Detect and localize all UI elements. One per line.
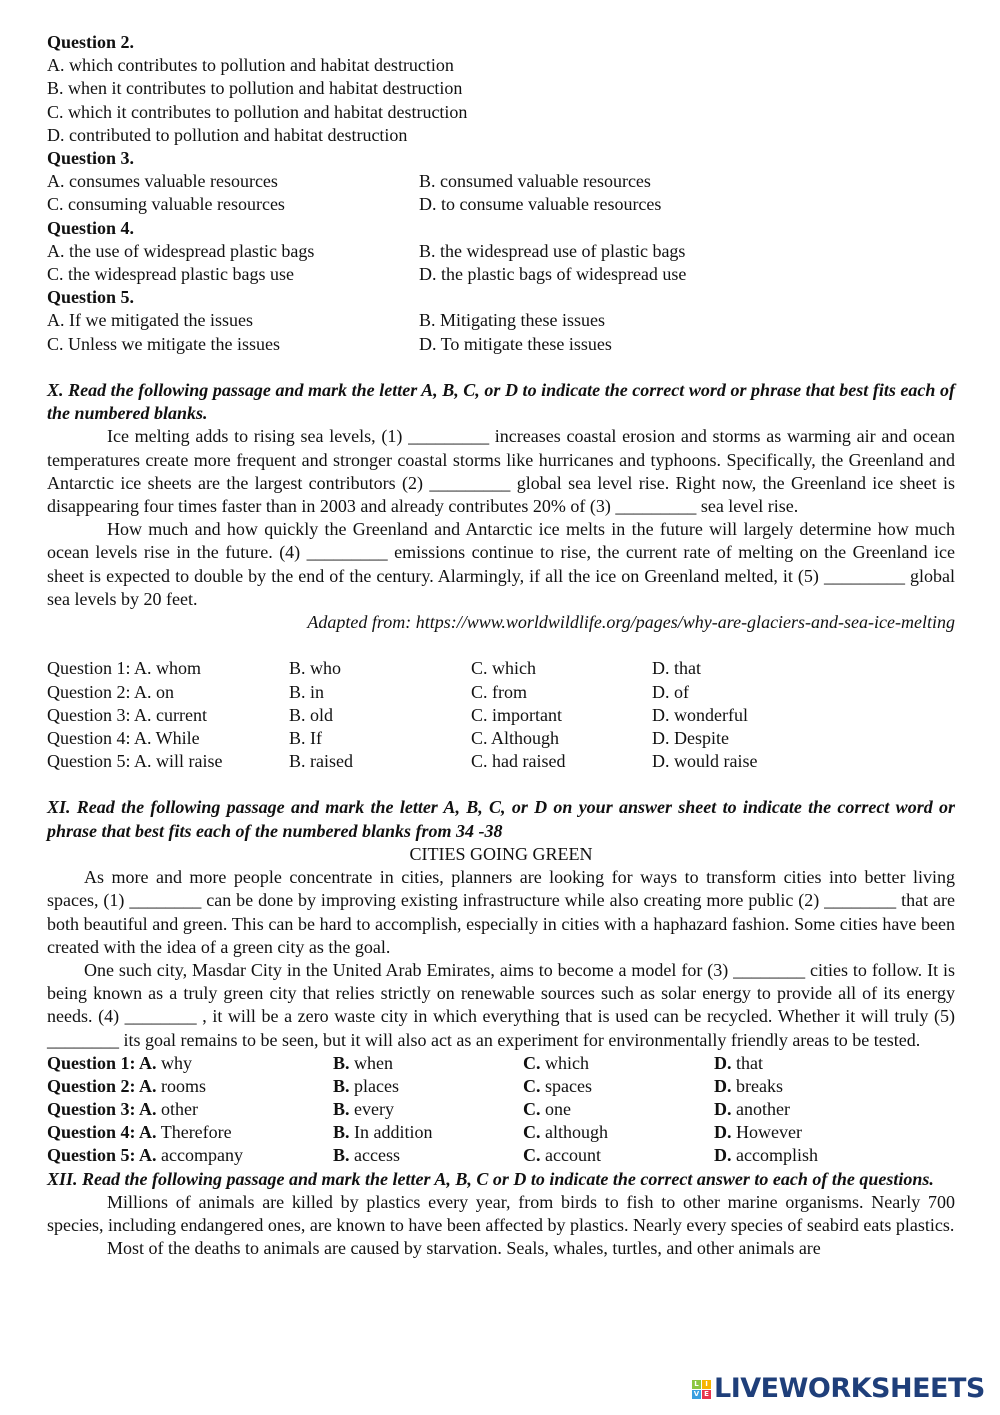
passage-paragraph: Most of the deaths to animals are caused by starvation. Seals, whales, turtles, and other animals are xyxy=(107,1238,821,1259)
option-b: places xyxy=(354,1075,399,1096)
option-b: B. raised xyxy=(289,751,353,772)
option-c: one xyxy=(545,1099,571,1120)
option-d: another xyxy=(736,1099,790,1120)
liveworksheets-logo xyxy=(692,1374,985,1404)
letter-d: D. xyxy=(714,1099,732,1120)
option-b: access xyxy=(354,1145,400,1166)
question-2 xyxy=(47,31,955,147)
letter-d: D. xyxy=(714,1075,732,1096)
option-c: spaces xyxy=(545,1075,592,1096)
option-a: Question 5: A. will raise xyxy=(47,751,223,772)
answer-row xyxy=(47,1098,955,1121)
section-instruction: XII. Read the following passage and mark the letter A, B, C or D to indicate the correct answer to each of the questions. xyxy=(47,1168,934,1189)
passage-paragraph: One such city, Masdar City in the United Arab Emirates, aims to become a model for (3) ________ cities to follow. It is being known as a truly green city that relies strictly on renewable sources such as solar energy to provide all of its energy needs. (4) ________ , it will be a zero waste city in which everything that is used can be recycled. Whether it will truly (5) ________ its goal remains to be seen, but it will also act as an experiment for environmentally friendly areas to be tested. xyxy=(47,959,955,1050)
passage-paragraph: Ice melting adds to rising sea levels, (1) _________ increases coastal erosion and storms as warming air and ocean temperatures create more frequent and stronger coastal storms like hurricanes and typhoons. Specifically, the Greenland and Antarctic ice sheets are the largest contributors (2) _________ global sea level rise. Right now, the Greenland ice sheet is disappearing four times faster than in 2003 and already contributes 20% of (3) _________ sea level rise. xyxy=(47,426,955,516)
option-a: Question 2: A. on xyxy=(47,681,175,702)
option: D. contributed to pollution and habitat destruction xyxy=(47,124,408,145)
option-d: accomplish xyxy=(736,1145,818,1166)
letter-c: C. xyxy=(523,1075,541,1096)
option-a: Therefore xyxy=(160,1122,232,1143)
option-d: D. Despite xyxy=(652,727,729,748)
question-label: Question 4: A. xyxy=(47,1122,157,1143)
option-b: when xyxy=(354,1052,394,1073)
logo-text: LIVEWORKSHEETS xyxy=(714,1373,985,1404)
letter-d: D. xyxy=(714,1145,732,1166)
option-b: B. If xyxy=(289,727,322,748)
option: C. consuming valuable resources xyxy=(47,194,285,215)
option-a: why xyxy=(161,1052,193,1073)
option: D. To mitigate these issues xyxy=(419,333,612,354)
answer-row xyxy=(47,704,955,727)
option-b: In addition xyxy=(354,1122,433,1143)
option: B. Mitigating these issues xyxy=(419,310,605,331)
option: A. which contributes to pollution and habitat destruction xyxy=(47,55,454,76)
passage-paragraph: Millions of animals are killed by plastics every year, from birds to fish to other marine organisms. Nearly 700 species, including endangered ones, are known to have been affected by plastics. Nearly every species of seabird eats plastics. xyxy=(47,1191,955,1236)
option: A. the use of widespread plastic bags xyxy=(47,240,315,261)
option-d: D. of xyxy=(652,681,689,702)
letter-c: C. xyxy=(523,1099,541,1120)
worksheet-page xyxy=(47,31,955,1260)
answer-row xyxy=(47,1052,955,1075)
option-c: C. had raised xyxy=(471,751,566,772)
letter-d: D. xyxy=(714,1122,732,1143)
option-a: Question 1: A. whom xyxy=(47,658,202,679)
answer-row xyxy=(47,681,955,704)
option-a: rooms xyxy=(161,1075,207,1096)
option: B. consumed valuable resources xyxy=(419,171,651,192)
option: C. Unless we mitigate the issues xyxy=(47,333,280,354)
passage-paragraph: As more and more people concentrate in cities, planners are looking for ways to transform cities into better living spaces, (1) ________ can be done by improving existing infrastructure while also creating more public (2) ________ that are both beautiful and green. This can be hard to accomplish, especially in cities with a haphazard fashion. Some cities have been created with the idea of a green city as the goal. xyxy=(47,867,955,957)
logo-tiles-icon xyxy=(692,1380,711,1399)
logo-tile: E xyxy=(702,1390,711,1399)
question-label: Question 3: A. xyxy=(47,1099,157,1120)
option-c: C. important xyxy=(471,704,562,725)
logo-tile: I xyxy=(702,1380,711,1389)
option-c: account xyxy=(545,1145,601,1166)
section-instruction: XI. Read the following passage and mark the letter A, B, C, or D on your answer sheet to indicate the correct word or phrase that best fits each of the numbered blanks from 34 -38 xyxy=(47,797,955,841)
option-d: However xyxy=(736,1122,802,1143)
option: A. consumes valuable resources xyxy=(47,171,278,192)
option-b: B. who xyxy=(289,658,342,679)
letter-b: B. xyxy=(333,1075,350,1096)
option-d: D. that xyxy=(652,658,701,679)
question-title: Question 2. xyxy=(47,32,135,52)
option-a: other xyxy=(161,1099,198,1120)
option: D. the plastic bags of widespread use xyxy=(419,263,687,284)
section-instruction: X. Read the following passage and mark the letter A, B, C, or D to indicate the correct word or phrase that best fits each of the numbered blanks. xyxy=(47,379,955,424)
option-c: C. Although xyxy=(471,727,560,748)
letter-b: B. xyxy=(333,1052,350,1073)
option: C. which it contributes to pollution and habitat destruction xyxy=(47,101,468,122)
passage-title: CITIES GOING GREEN xyxy=(409,843,593,864)
question-label: Question 1: A. xyxy=(47,1052,157,1073)
option: D. to consume valuable resources xyxy=(419,194,662,215)
question-label: Question 2: A. xyxy=(47,1075,157,1096)
question-title: Question 3. xyxy=(47,148,135,169)
option-a: accompany xyxy=(161,1145,243,1166)
question-5 xyxy=(47,286,955,356)
option-c: although xyxy=(545,1122,608,1143)
option-d: D. wonderful xyxy=(652,704,748,725)
option: A. If we mitigated the issues xyxy=(47,310,253,331)
answer-row xyxy=(47,1121,955,1144)
letter-d: D. xyxy=(714,1052,732,1073)
option: B. the widespread use of plastic bags xyxy=(419,240,686,261)
option-d: D. would raise xyxy=(652,751,758,772)
option-a: Question 3: A. current xyxy=(47,704,207,725)
answer-row xyxy=(47,727,955,750)
logo-tile: L xyxy=(692,1380,701,1389)
question-4 xyxy=(47,217,955,287)
option-c: which xyxy=(545,1052,589,1073)
letter-c: C. xyxy=(523,1145,541,1166)
section-x xyxy=(47,379,955,773)
option-b: B. old xyxy=(289,704,334,725)
option-d: that xyxy=(736,1052,763,1073)
letter-c: C. xyxy=(523,1122,541,1143)
question-3 xyxy=(47,147,955,217)
option-a: Question 4: A. While xyxy=(47,727,200,748)
question-label: Question 5: A. xyxy=(47,1145,157,1166)
logo-tile: V xyxy=(693,1389,700,1398)
option: C. the widespread plastic bags use xyxy=(47,263,294,284)
passage-paragraph: How much and how quickly the Greenland and Antarctic ice melts in the future will largely determine how much ocean levels rise in the future. (4) _________ emissions continue to rise, the current rate of melting on the Greenland ice sheet is expected to double by the end of the century. Alarmingly, if all the ice on Greenland melted, it (5) _________ global sea levels by 20 feet. xyxy=(47,519,955,609)
letter-c: C. xyxy=(523,1052,541,1073)
answer-row xyxy=(47,1075,955,1098)
answer-row xyxy=(47,1144,955,1167)
question-title: Question 4. xyxy=(47,217,135,238)
section-xii xyxy=(47,1168,955,1261)
letter-b: B. xyxy=(333,1099,350,1120)
answer-row xyxy=(47,750,955,773)
option: B. when it contributes to pollution and habitat destruction xyxy=(47,78,463,99)
answer-row xyxy=(47,657,955,680)
option-c: C. which xyxy=(471,658,536,679)
section-xi xyxy=(47,796,955,1167)
option-b: B. in xyxy=(289,681,325,702)
option-d: breaks xyxy=(736,1075,783,1096)
option-c: C. from xyxy=(471,681,527,702)
letter-b: B. xyxy=(333,1122,350,1143)
option-b: every xyxy=(354,1099,394,1120)
question-title: Question 5. xyxy=(47,287,135,308)
source-citation: Adapted from: https://www.worldwildlife.org/pages/why-are-glaciers-and-sea-ice-melting xyxy=(307,611,955,632)
letter-b: B. xyxy=(333,1145,350,1166)
